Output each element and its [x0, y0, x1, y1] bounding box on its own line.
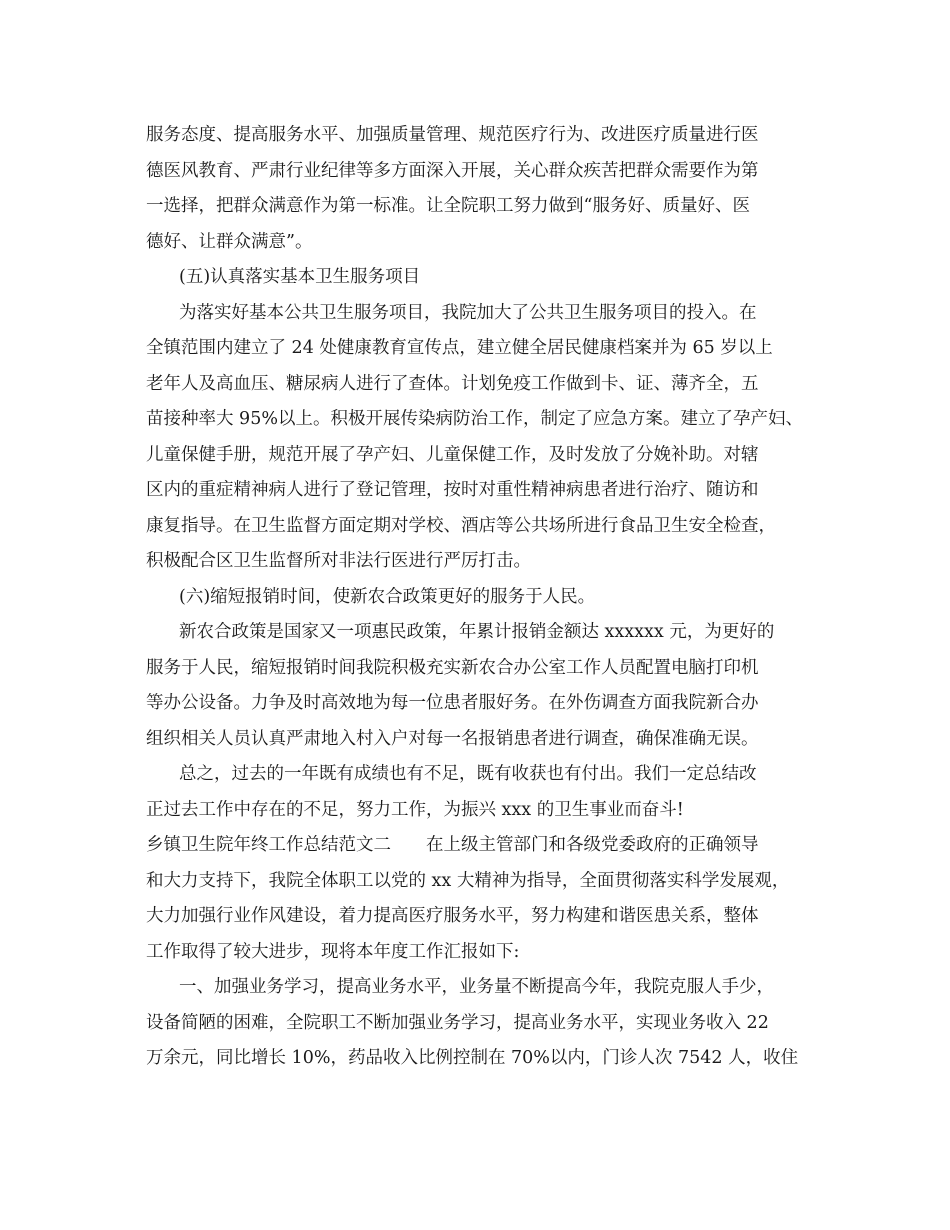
section-heading: (五)认真落实基本卫生服务项目	[179, 267, 421, 287]
paragraph-line: 老年人及高血压、糖尿病人进行了查体。计划免疫工作做到卡、证、薄齐全，五	[146, 373, 759, 394]
paragraph-line: 苗接种率大 95%以上。积极开展传染病防治工作，制定了应急方案。建立了孕产妇、	[146, 409, 803, 429]
paragraph-line: 为落实好基本公共卫生服务项目，我院加大了公共卫生服务项目的投入。在	[179, 302, 757, 323]
paragraph-line: 新农合政策是国家又一项惠民政策，年累计报销金额达 xxxxxx 元，为更好的	[179, 622, 775, 642]
paragraph-line: 服务于人民，缩短报销时间我院积极充实新农合办公室工作人员配置电脑打印机	[146, 657, 759, 678]
paragraph-line: 组织相关人员认真严肃地入村入户对每一名报销患者进行调查，确保准确无误。	[146, 728, 759, 749]
paragraph-line: 大力加强行业作风建设，着力提高医疗服务水平，努力构建和谐医患关系，整体	[146, 906, 759, 926]
paragraph-line: 康复指导。在卫生监督方面定期对学校、酒店等公共场所进行食品卫生安全检查，	[146, 515, 776, 536]
paragraph-line: 一、加强业务学习，提高业务水平，业务量不断提高今年，我院克服人手少，	[179, 977, 774, 997]
paragraph-line: 工作取得了较大进步，现将本年度工作汇报如下:	[146, 941, 520, 962]
paragraph-line: 一选择，把群众满意作为第一标准。让全院职工努力做到“服务好、质量好、医	[146, 196, 750, 216]
paragraph-line: 总之，过去的一年既有成绩也有不足，既有收获也有付出。我们一定总结改	[179, 764, 757, 784]
paragraph-line: 万余元，同比增长 10%，药品收入比例控制在 70%以内，门诊人次 7542 人，收住	[146, 1048, 799, 1068]
section-heading: (六)缩短报销时间，使新农合政策更好的服务于人民。	[179, 586, 596, 607]
paragraph-line: 服务态度、提高服务水平、加强质量管理、规范医疗行为、改进医疗质量进行医	[146, 125, 759, 145]
paragraph-line: 设备简陋的困难，全院职工不断加强业务学习，提高业务水平，实现业务收入 22	[146, 1012, 769, 1033]
document-title-line: 乡镇卫生院年终工作总结范文二 在上级主管部门和各级党委政府的正确领导	[146, 835, 759, 855]
paragraph-line: 积极配合区卫生监督所对非法行医进行严厉打击。	[146, 551, 531, 571]
paragraph-line: 全镇范围内建立了 24 处健康教育宣传点，建立健全居民健康档案并为 65 岁以上	[146, 338, 773, 358]
paragraph-line: 和大力支持下，我院全体职工以党的 xx 大精神为指导，全面贯彻落实科学发展观，	[146, 870, 790, 891]
paragraph-line: 德好、让群众满意”。	[146, 231, 313, 252]
paragraph-line: 德医风教育、严肃行业纪律等多方面深入开展，关心群众疾苦把群众需要作为第	[146, 160, 759, 181]
paragraph-line: 等办公设备。力争及时高效地为每一位患者服好务。在外伤调查方面我院新合办	[146, 693, 759, 713]
paragraph-line: 儿童保健手册，规范开展了孕产妇、儿童保健工作，及时发放了分娩补助。对辖	[146, 444, 759, 465]
paragraph-line: 区内的重症精神病人进行了登记管理，按时对重性精神病患者进行治疗、随访和	[146, 480, 759, 500]
paragraph-line: 正过去工作中存在的不足，努力工作，为振兴 xxx 的卫生事业而奋斗!	[146, 799, 684, 820]
document-body	[146, 118, 846, 1077]
